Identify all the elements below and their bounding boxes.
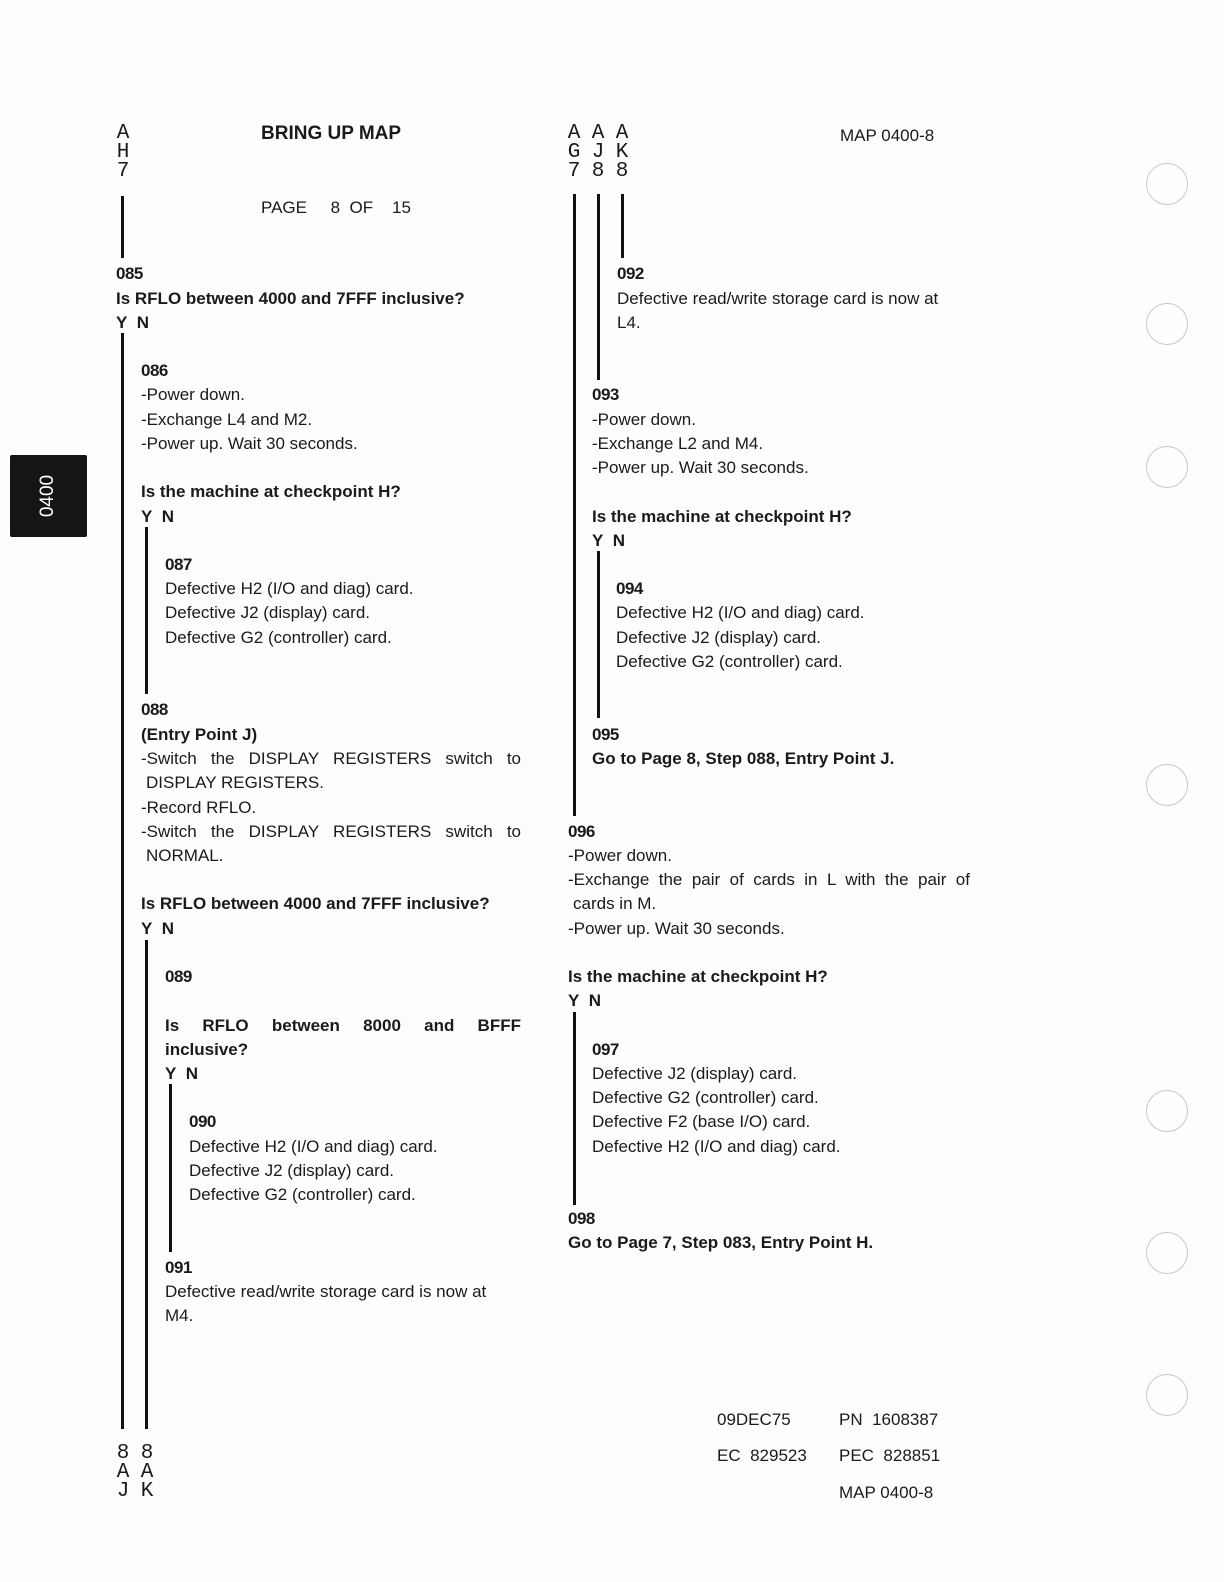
- step-098-text: Go to Page 7, Step 083, Entry Point H.: [568, 1233, 874, 1252]
- step-087-number: 087: [165, 555, 192, 574]
- step-094-line: Defective G2 (controller) card.: [616, 652, 843, 671]
- step-089-question: inclusive?: [165, 1040, 249, 1059]
- step-093-line: -Exchange L2 and M4.: [592, 434, 764, 453]
- step-088-line: -Switch the DISPLAY REGISTERS switch to: [141, 822, 521, 841]
- step-086-yn: Y N: [141, 507, 175, 526]
- flow-line: [597, 194, 600, 380]
- flow-line: [573, 194, 576, 816]
- step-089-yn: Y N: [165, 1064, 199, 1083]
- step-089-question: Is RFLO between 8000 and BFFF: [165, 1016, 521, 1035]
- connector-bottom-left-8ak: 8 A K: [140, 1442, 154, 1503]
- step-094-number: 094: [616, 579, 643, 598]
- section-tab: [10, 455, 87, 537]
- step-097-line: Defective H2 (I/O and diag) card.: [592, 1137, 841, 1156]
- flow-line: [121, 333, 124, 1429]
- step-097-line: Defective J2 (display) card.: [592, 1064, 798, 1083]
- connector-top-right-ag7: A G 7: [567, 122, 581, 183]
- step-088-yn: Y N: [141, 919, 175, 938]
- step-086-question: Is the machine at checkpoint H?: [141, 482, 401, 501]
- step-091-number: 091: [165, 1258, 192, 1277]
- map-id-header: MAP 0400-8: [840, 126, 935, 145]
- step-087-line: Defective G2 (controller) card.: [165, 628, 392, 647]
- footer-ec: EC 829523: [717, 1446, 807, 1465]
- step-085-yn: Y N: [116, 313, 150, 332]
- page-indicator: PAGE 8 OF 15: [261, 198, 411, 217]
- step-093-line: -Power down.: [592, 410, 696, 429]
- step-097-line: Defective G2 (controller) card.: [592, 1088, 819, 1107]
- binder-hole: [1146, 1232, 1188, 1274]
- step-088-line: NORMAL.: [146, 846, 224, 865]
- binder-hole: [1146, 1374, 1188, 1416]
- step-088-question: Is RFLO between 4000 and 7FFF inclusive?: [141, 894, 490, 913]
- binder-hole: [1146, 446, 1188, 488]
- step-090-number: 090: [189, 1112, 216, 1131]
- step-090-line: Defective G2 (controller) card.: [189, 1185, 416, 1204]
- step-096-line: -Power up. Wait 30 seconds.: [568, 919, 785, 938]
- step-086-line: -Power up. Wait 30 seconds.: [141, 434, 358, 453]
- connector-top-right-ak8: A K 8: [615, 122, 629, 183]
- step-098-number: 098: [568, 1209, 595, 1228]
- step-085-question: Is RFLO between 4000 and 7FFF inclusive?: [116, 289, 465, 308]
- step-089-number: 089: [165, 967, 192, 986]
- step-092-line: L4.: [617, 313, 641, 332]
- step-092-number: 092: [617, 264, 644, 283]
- step-086-line: -Exchange L4 and M2.: [141, 410, 313, 429]
- binder-hole: [1146, 303, 1188, 345]
- flow-line: [121, 196, 124, 258]
- section-tab-label: 0400: [37, 474, 58, 518]
- step-093-yn: Y N: [592, 531, 626, 550]
- step-095-number: 095: [592, 725, 619, 744]
- flow-line: [145, 527, 148, 694]
- step-087-line: Defective J2 (display) card.: [165, 603, 371, 622]
- connector-bottom-left-8aj: 8 A J: [116, 1442, 130, 1503]
- connector-top-right-aj8: A J 8: [591, 122, 605, 183]
- step-097-number: 097: [592, 1040, 619, 1059]
- step-096-number: 096: [568, 822, 595, 841]
- step-093-number: 093: [592, 385, 619, 404]
- step-096-line: cards in M.: [573, 894, 657, 913]
- binder-hole: [1146, 1090, 1188, 1132]
- page-title: BRING UP MAP: [261, 123, 402, 144]
- step-090-line: Defective J2 (display) card.: [189, 1161, 395, 1180]
- step-094-line: Defective H2 (I/O and diag) card.: [616, 603, 865, 622]
- connector-top-left: A H 7: [116, 122, 130, 183]
- flow-line: [573, 1012, 576, 1205]
- footer-map-id: MAP 0400-8: [839, 1483, 934, 1502]
- footer-date: 09DEC75: [717, 1410, 791, 1429]
- step-093-question: Is the machine at checkpoint H?: [592, 507, 852, 526]
- step-085-number: 085: [116, 264, 143, 283]
- step-086-line: -Power down.: [141, 385, 245, 404]
- step-094-line: Defective J2 (display) card.: [616, 628, 822, 647]
- step-092-line: Defective read/write storage card is now at: [617, 289, 939, 308]
- flow-line: [621, 194, 624, 258]
- footer-part-number: PN 1608387: [839, 1410, 939, 1429]
- step-088-entry: (Entry Point J): [141, 725, 258, 744]
- step-088-number: 088: [141, 700, 168, 719]
- footer-pec: PEC 828851: [839, 1446, 941, 1465]
- step-088-line: -Record RFLO.: [141, 798, 257, 817]
- step-087-line: Defective H2 (I/O and diag) card.: [165, 579, 414, 598]
- flow-line: [145, 940, 148, 1429]
- step-096-line: -Exchange the pair of cards in L with the pair of: [568, 870, 970, 889]
- flow-line: [169, 1084, 172, 1252]
- flow-line: [597, 551, 600, 718]
- step-093-line: -Power up. Wait 30 seconds.: [592, 458, 809, 477]
- step-088-line: DISPLAY REGISTERS.: [146, 773, 324, 792]
- step-095-text: Go to Page 8, Step 088, Entry Point J.: [592, 749, 895, 768]
- step-096-line: -Power down.: [568, 846, 672, 865]
- step-091-line: Defective read/write storage card is now at: [165, 1282, 487, 1301]
- step-096-yn: Y N: [568, 991, 602, 1010]
- step-086-number: 086: [141, 361, 168, 380]
- binder-hole: [1146, 163, 1188, 205]
- step-088-line: -Switch the DISPLAY REGISTERS switch to: [141, 749, 521, 768]
- step-097-line: Defective F2 (base I/O) card.: [592, 1112, 811, 1131]
- step-090-line: Defective H2 (I/O and diag) card.: [189, 1137, 438, 1156]
- step-091-line: M4.: [165, 1306, 194, 1325]
- step-096-question: Is the machine at checkpoint H?: [568, 967, 828, 986]
- binder-hole: [1146, 764, 1188, 806]
